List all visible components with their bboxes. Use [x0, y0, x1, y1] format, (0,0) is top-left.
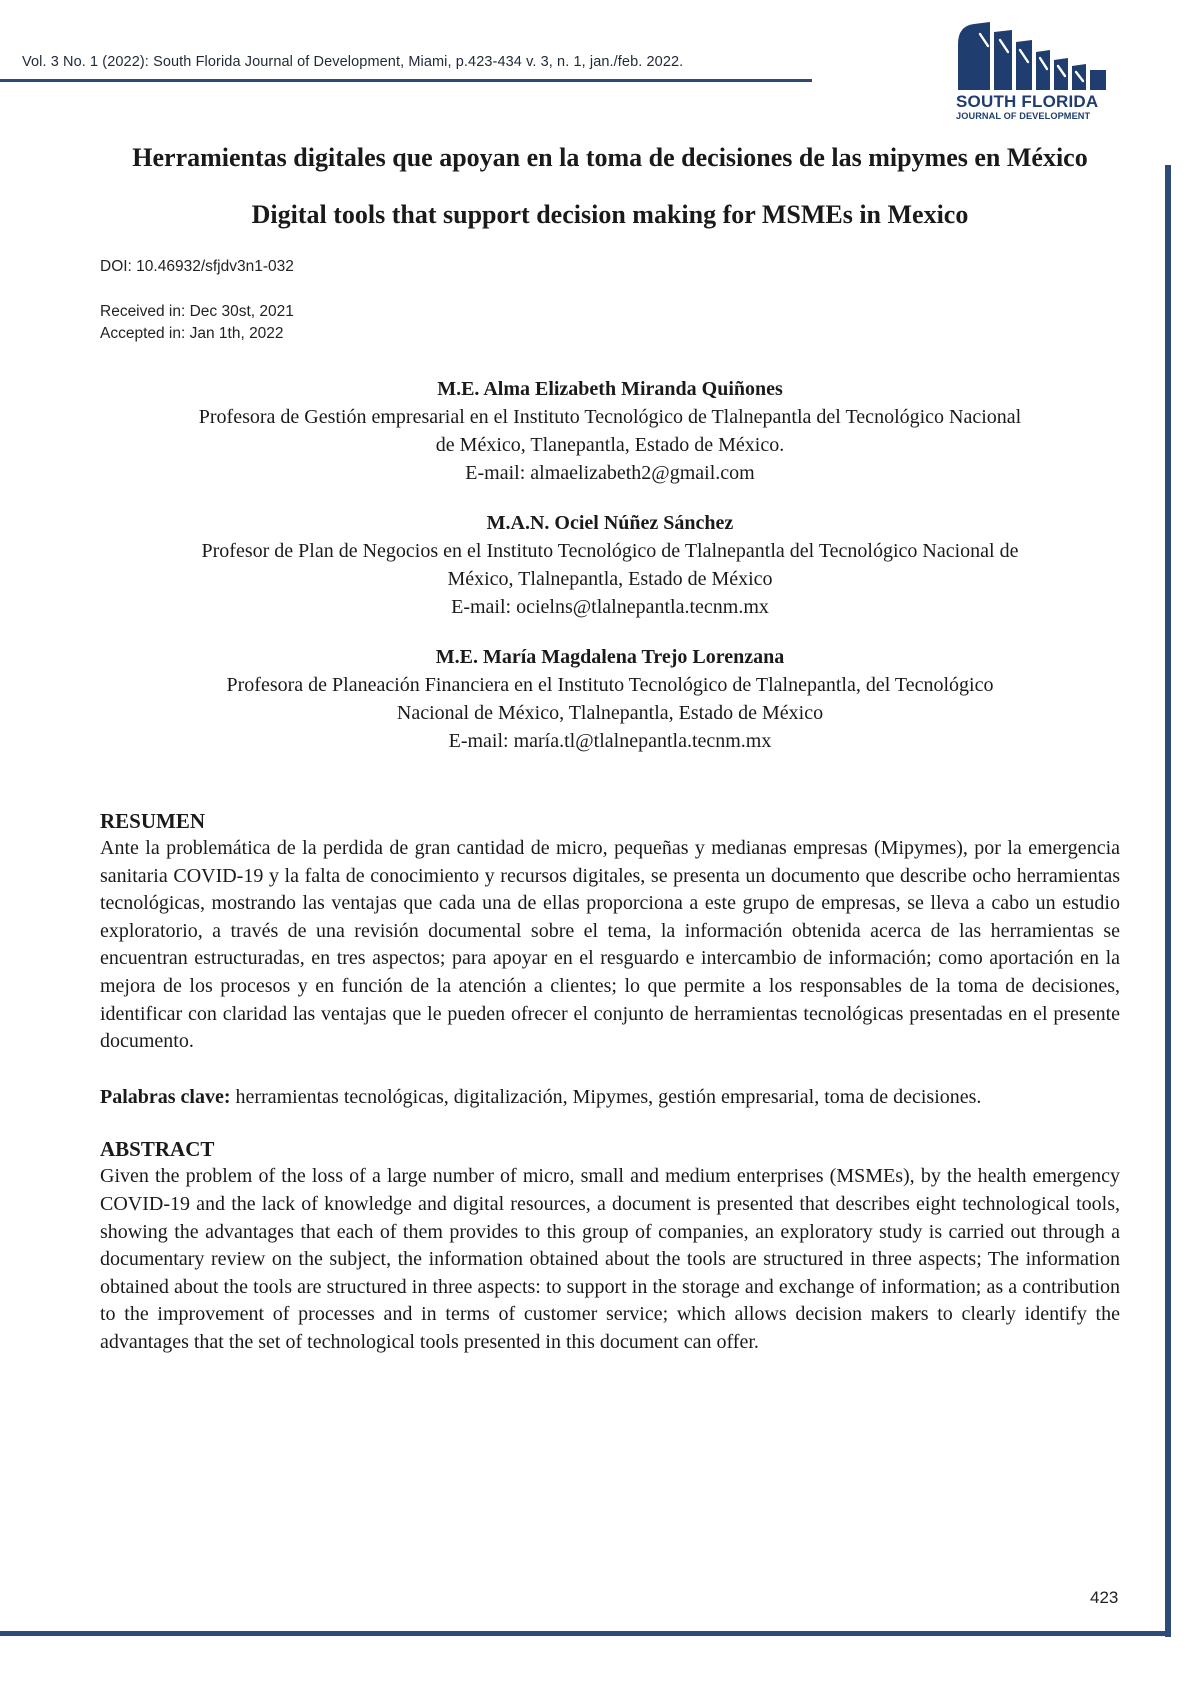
header-rule [0, 79, 812, 82]
author-affiliation-cont: de México, Tlanepantla, Estado de México. [435, 434, 785, 456]
author-affiliation-cont: México, Tlalnepantla, Estado de México [447, 568, 773, 590]
author-affiliation: Profesora de Planeación Financiera en el Instituto Tecnológico de Tlalnepantla, del Tecnológico [226, 674, 994, 696]
author-affiliation-cont: Nacional de México, Tlalnepantla, Estado de México [396, 702, 824, 724]
author-affiliation: Profesor de Plan de Negocios en el Instituto Tecnológico de Tlalnepantla del Tecnológico Nacional de [201, 540, 1019, 562]
resumen-heading: RESUMEN [100, 809, 206, 833]
page-frame-right-rule [1165, 165, 1171, 1637]
bookshelf-logo-icon [950, 14, 1120, 94]
running-header-citation: Vol. 3 No. 1 (2022): South Florida Journal of Development, Miami, p.423-434 v. 3, n. 1, jan./feb. 2022. [22, 54, 684, 70]
abstract-heading: ABSTRACT [100, 1137, 215, 1162]
resumen-text: Ante la problemática de la perdida de gran cantidad de micro, pequeñas y medianas empresas (Mipymes), por la emergencia sanitaria COVID-19 y la falta de conocimiento y recursos digitales, se presenta un documento que describe ocho herramientas tecnológicas, mostrando las ventajas que cada una de ellas proporciona a este grupo de empresas, se lleva a cabo un estudio exploratorio, a través de una revisión documental sobre el tema, la información obtenida acerca de las herramientas se encuentran estructuradas, en tres aspectos; para apoyar en el resguardo e intercambio de información; como aportación en la mejora de los procesos y en función de la atención a clientes; lo que permite a los responsables de la toma de decisiones, identificar con claridad las ventajas que le pueden ofrecer el conjunto de herramientas tecnológicas presentadas en el presente documento. [100, 837, 1120, 1053]
keywords-label: Palabras clave: [100, 1085, 231, 1108]
author-name: M.E. Alma Elizabeth Miranda Quiñones [437, 378, 783, 400]
received-date: Received in: Dec 30st, 2021 [100, 303, 294, 320]
author-name: M.E. María Magdalena Trejo Lorenzana [435, 646, 785, 668]
author-name: M.A.N. Ociel Núñez Sánchez [486, 512, 734, 534]
author-email: E-mail: almaelizabeth2@gmail.com [465, 462, 755, 484]
journal-logo [950, 14, 1120, 126]
keywords [100, 1084, 1120, 1112]
abstract-text: Given the problem of the loss of a large number of micro, small and medium enterprises (MSMEs), by the health emergency COVID-19 and the lack of knowledge and digital resources, a document is presented that describes eight technological tools, showing the advantages that each of them provides to this group of companies, an exploratory study is carried out through a documentary review on the subject, the information obtained about the tools are structured in three aspects; The information obtained about the tools are structured in three aspects: to support in the storage and exchange of information; as a contribution to the improvement of processes and in terms of customer service; which allows decision makers to clearly identify the advantages that the set of technological tools presented in this document can offer. [100, 1165, 1120, 1353]
author-email: E-mail: ocielns@tlalnepantla.tecnm.mx [451, 596, 769, 618]
doi: DOI: 10.46932/sfjdv3n1-032 [100, 258, 294, 275]
dates [100, 301, 1120, 345]
author-block [100, 375, 1120, 487]
article-content [100, 140, 1120, 1357]
logo-subtitle: JOURNAL OF DEVELOPMENT [956, 111, 1091, 121]
resumen-section [100, 807, 1120, 1056]
accepted-date: Accepted in: Jan 1th, 2022 [100, 325, 284, 342]
page-number: 423 [1090, 1588, 1119, 1607]
keywords-text: herramientas tecnológicas, digitalización, Mipymes, gestión empresarial, toma de decisiones. [230, 1085, 982, 1108]
author-block [100, 643, 1120, 755]
abstract-section [100, 1135, 1120, 1356]
title-english: Digital tools that support decision making for MSMEs in Mexico [251, 200, 969, 229]
author-email: E-mail: maría.tl@tlalnepantla.tecnm.mx [448, 730, 772, 752]
logo-title: SOUTH FLORIDA [956, 92, 1099, 111]
author-affiliation: Profesora de Gestión empresarial en el Instituto Tecnológico de Tlalnepantla del Tecnológico Nacional [198, 406, 1022, 428]
page-frame-bottom-rule [0, 1631, 1171, 1636]
author-block [100, 509, 1120, 621]
title-spanish: Herramientas digitales que apoyan en la toma de decisiones de las mipymes en México [132, 143, 1088, 172]
